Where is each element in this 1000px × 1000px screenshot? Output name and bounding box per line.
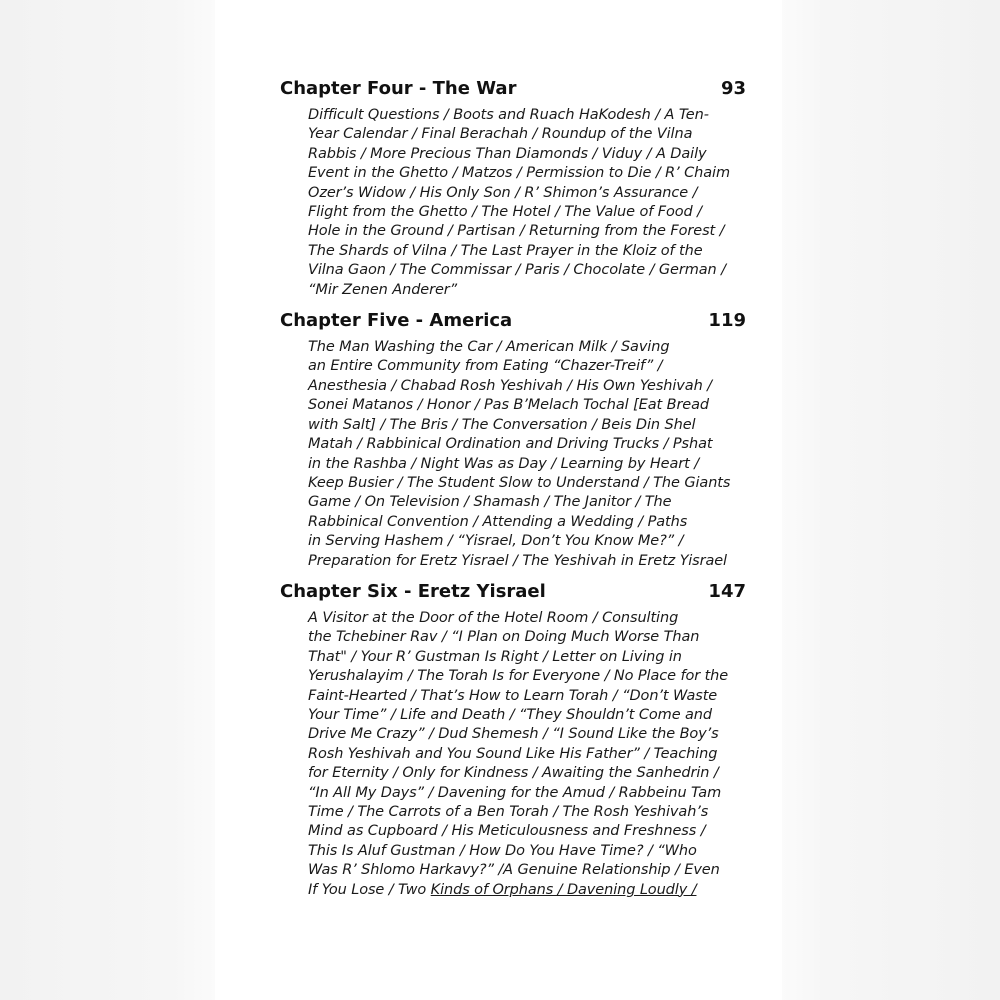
contents-line: Flight from the Ghetto / The Hotel / The Value of Food / (308, 204, 702, 221)
chapter-title: Chapter Five - America (280, 310, 513, 332)
chapter-five (280, 308, 746, 571)
underlined-text: Kinds of Orphans / Davening Loudly / (430, 881, 697, 898)
contents-line: Rabbinical Convention / Attending a Wedding / Paths (308, 513, 688, 530)
contents-line: the Tchebiner Rav / “I Plan on Doing Much Worse Than (308, 629, 700, 646)
chapter-six (280, 579, 746, 900)
contents-line: “Mir Zenen Anderer” (308, 281, 458, 298)
contents-line: Hole in the Ground / Partisan / Returning from the Forest / (308, 223, 725, 240)
chapter-title: Chapter Four - The War (280, 78, 517, 99)
contents-line: in Serving Hashem / “Yisrael, Don’t You Know Me?” / (308, 533, 684, 550)
contents-line: Your Time” / Life and Death / “They Shouldn’t Come and (308, 706, 713, 723)
chapter-four (280, 76, 746, 300)
contents-line: This Is Aluf Gustman / How Do You Have Time? / “Who (308, 842, 697, 859)
contents-line: Mind as Cupboard / His Meticulousness and Freshness / (308, 823, 706, 840)
contents-line: in the Rashba / Night Was as Day / Learning by Heart / (308, 455, 699, 472)
contents-line: Rabbis / More Precious Than Diamonds / Viduy / A Daily (308, 145, 707, 162)
chapter-heading (280, 579, 746, 605)
contents-line: Was R’ Shlomo Harkavy?” /A Genuine Relationship / Even (308, 862, 720, 879)
contents-line-prefix: If You Lose / Two (308, 881, 431, 898)
contents-line: for Eternity / Only for Kindness / Awaiting the Sanhedrin / (308, 765, 719, 782)
contents-line: Event in the Ghetto / Matzos / Permission to Die / R’ Chaim (308, 165, 731, 182)
left-margin (0, 0, 215, 1000)
contents-line: Preparation for Eretz Yisrael / The Yeshivah in Eretz Yisrael (308, 552, 727, 569)
contents-line: Game / On Television / Shamash / The Janitor / The (308, 494, 672, 511)
chapter-heading (280, 76, 746, 102)
contents-line: Faint-Hearted / That’s How to Learn Torah / “Don’t Waste (308, 687, 718, 704)
contents-line: Yerushalayim / The Torah Is for Everyone / No Place for the (308, 668, 729, 685)
contents-line: Difficult Questions / Boots and Ruach HaKodesh / A Ten- (308, 107, 709, 123)
chapter-title: Chapter Six - Eretz Yisrael (280, 580, 546, 602)
contents-line: The Man Washing the Car / American Milk / Saving (308, 339, 670, 356)
chapter-contents (308, 609, 746, 900)
contents-line: Matah / Rabbinical Ordination and Driving Trucks / Pshat (308, 436, 713, 453)
contents-line: Ozer’s Widow / His Only Son / R’ Shimon’s Assurance / (308, 184, 698, 201)
table-of-contents (280, 76, 746, 908)
chapter-page-number: 119 (708, 310, 746, 332)
contents-line: Sonei Matanos / Honor / Pas B’Melach Tochal [Eat Bread (308, 397, 710, 414)
chapter-page-number: 147 (708, 580, 746, 602)
contents-line: Year Calendar / Final Berachah / Roundup of the Vilna (308, 126, 693, 143)
contents-line: Time / The Carrots of a Ben Torah / The Rosh Yeshivah’s (308, 804, 709, 820)
right-margin (782, 0, 1000, 1000)
contents-line: That" / Your R’ Gustman Is Right / Letter on Living in (308, 648, 682, 665)
contents-line: Anesthesia / Chabad Rosh Yeshivah / His Own Yeshivah / (308, 377, 712, 394)
contents-line-last (308, 881, 746, 900)
contents-line: Vilna Gaon / The Commissar / Paris / Chocolate / German / (308, 262, 726, 279)
contents-line: Rosh Yeshivah and You Sound Like His Father” / Teaching (308, 745, 718, 762)
contents-line: Keep Busier / The Student Slow to Understand / The Giants (308, 474, 731, 491)
contents-line: A Visitor at the Door of the Hotel Room / Consulting (308, 609, 679, 626)
contents-line: with Salt] / The Bris / The Conversation / Beis Din Shel (308, 416, 696, 433)
contents-line: The Shards of Vilna / The Last Prayer in the Kloiz of the (308, 242, 703, 259)
contents-line: Drive Me Crazy” / Dud Shemesh / “I Sound Like the Boy’s (308, 726, 719, 743)
chapter-heading (280, 308, 746, 334)
chapter-contents (308, 338, 746, 571)
contents-line: “In All My Days” / Davening for the Amud / Rabbeinu Tam (308, 784, 722, 801)
chapter-contents (308, 106, 746, 300)
chapter-page-number: 93 (720, 78, 746, 99)
contents-line: an Entire Community from Eating “Chazer-Treif” / (308, 358, 663, 375)
